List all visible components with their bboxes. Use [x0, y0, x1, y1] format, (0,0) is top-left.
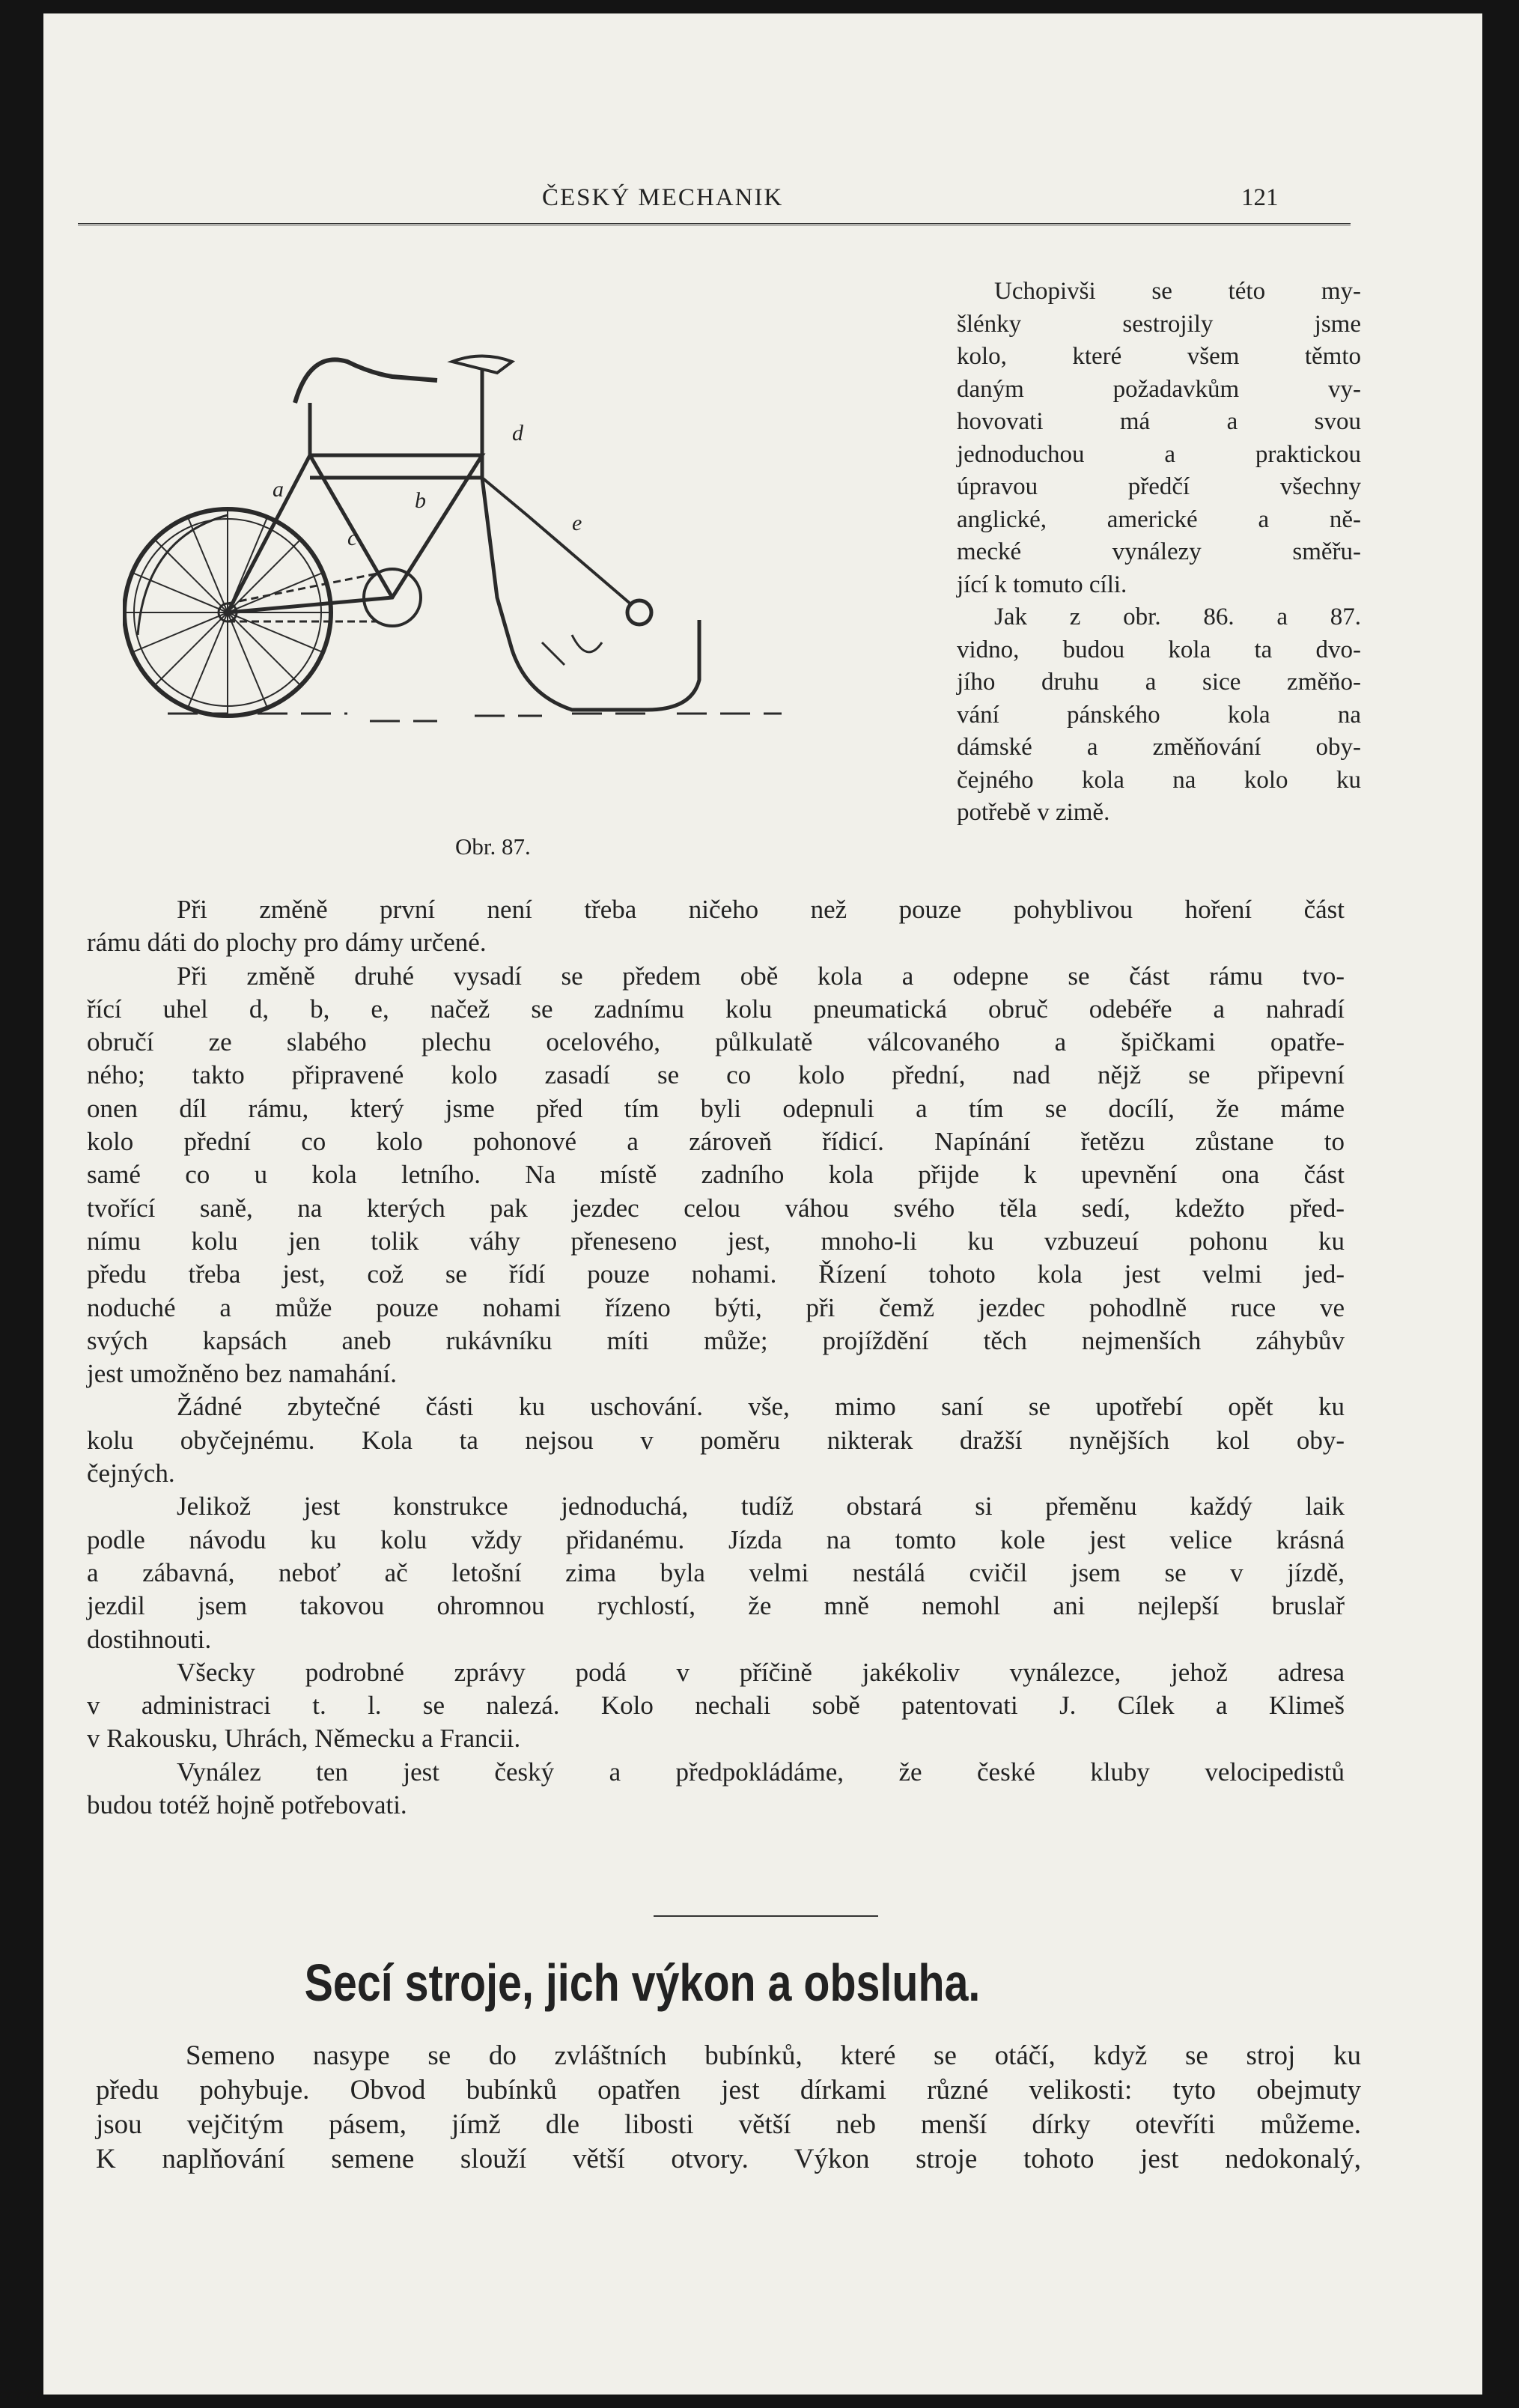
body-line: rámu dáti do plochy pro dámy určené.: [87, 928, 487, 958]
side-line: čejného kola na kolo ku: [957, 766, 1361, 794]
body-line: onen díl rámu, který jsme před tím byli odepnuli a tím se docílí, že máme: [87, 1093, 1345, 1123]
section-body: [96, 2039, 1361, 2177]
figure-label-d: d: [512, 421, 523, 446]
body-line: nímu kolu jen tolik váhy přeneseno jest, mnoho-li ku vzbuzeuí pohonu ku: [87, 1226, 1345, 1256]
handlebar: [295, 359, 437, 403]
body-line: jest umožněno bez namahání.: [87, 1359, 398, 1389]
section-title: Secí stroje, jich výkon a obsluha.: [304, 1954, 981, 2012]
ground-line: [168, 714, 782, 721]
body-line: samé co u kola letního. Na místě zadního kola přijde k upevnění ona část: [87, 1160, 1345, 1190]
side-line: Uchopivši se této my-: [994, 278, 1361, 305]
body-line: ného; takto připravené kolo zasadí se co kolo přední, nad nějž se připevní: [87, 1060, 1345, 1090]
article-body: [87, 893, 1345, 1822]
magazine-page: [43, 13, 1482, 2395]
body-line: budou totéž hojně potřebovati.: [87, 1790, 407, 1820]
body-line: Při změně první není třeba ničeho než pouze pohyblivou hoření část: [177, 895, 1345, 924]
section-line: Semeno nasype se do zvláštních bubínků, které se otáčí, když se stroj ku: [186, 2040, 1361, 2071]
section-divider: [654, 1915, 878, 1917]
side-line: vidno, budou kola ta dvo-: [957, 636, 1361, 663]
side-line: potřebě v zimě.: [957, 799, 1110, 826]
figure-label-c: c: [347, 526, 358, 550]
body-line: svých kapsách aneb rukávníku míti může; projíždění těch nejmenších záhybův: [87, 1325, 1345, 1355]
page-number: 121: [1241, 184, 1279, 211]
side-line: dámské a změňování oby-: [957, 734, 1361, 761]
figure-label-b: b: [415, 488, 426, 513]
section-line: předu pohybuje. Obvod bubínků opatřen jest dírkami různé velikosti: tyto obejmuty: [96, 2075, 1361, 2106]
body-line: předu třeba jest, což se řídí pouze nohami. Řízení tohoto kola jest velmi jed-: [87, 1259, 1345, 1289]
body-line: noduché a může pouze nohami řízeno býti, při čemž jezdec pohodlně ruce ve: [87, 1292, 1345, 1322]
body-line: podle návodu ku kolu vždy přidanému. Jízda na tomto kole jest velice krásná: [87, 1524, 1345, 1554]
section-line: K naplňování semene slouží větší otvory. Výkon stroje tohoto jest nedokonalý,: [96, 2144, 1361, 2174]
side-line: úpravou předčí všechny: [957, 473, 1361, 500]
side-line: jího druhu a sice změňo-: [957, 669, 1361, 696]
side-line: vání pánského kola na: [957, 701, 1361, 729]
figure-caption: Obr. 87.: [455, 833, 531, 860]
side-line: jednoduchou a praktickou: [957, 440, 1361, 468]
body-line: Všecky podrobné zprávy podá v příčině jakékoliv vynálezce, jehož adresa: [177, 1657, 1345, 1687]
side-line: anglické, americké a ně-: [957, 505, 1361, 533]
body-line: a zábavná, neboť ač letošní zima byla velmi nestálá cvičil jsem se v jízdě,: [87, 1557, 1345, 1587]
side-line: hovovati má a svou: [957, 408, 1361, 435]
side-column: [957, 276, 1361, 830]
side-line: Jak z obr. 86. a 87.: [994, 603, 1361, 630]
side-line: kolo, které všem těmto: [957, 343, 1361, 370]
running-title: ČESKÝ MECHANIK: [542, 184, 784, 211]
body-line: tvořící saně, na kterých pak jezdec celou váhou svého těla sedí, kdežto před-: [87, 1193, 1345, 1223]
body-line: kolu obyčejnému. Kola ta nejsou v poměru nikterak dražší nynějších kol oby-: [87, 1425, 1345, 1455]
body-line: kolo přední co kolo pohonové a zároveň řídicí. Napínání řetězu zůstane to: [87, 1127, 1345, 1157]
side-line: jící k tomuto cíli.: [957, 571, 1127, 598]
sledge-runner: [482, 478, 699, 710]
bicycle-sledge-illustration: [123, 291, 931, 815]
header-rule: [78, 223, 1351, 225]
body-line: Při změně druhé vysadí se předem obě kola a odepne se část rámu tvo-: [177, 961, 1345, 991]
figure-label-a: a: [273, 477, 284, 502]
body-line: v administraci t. l. se nalezá. Kolo nechali sobě patentovati J. Cílek a Klimeš: [87, 1691, 1345, 1721]
side-line: mecké vynálezy směřu-: [957, 538, 1361, 565]
body-line: Vynález ten jest český a předpokládáme, že české kluby velocipedistů: [177, 1757, 1345, 1787]
body-line: řící uhel d, b, e, načež se zadnímu kolu pneumatická obruč odebéře a nahradí: [87, 994, 1345, 1024]
side-line: šlénky sestrojily jsme: [957, 310, 1361, 338]
body-line: dostihnouti.: [87, 1624, 212, 1654]
side-line: daným požadavkům vy-: [957, 375, 1361, 403]
body-line: jezdil jsem takovou ohromnou rychlostí, že mně nemohl ani nejlepší bruslař: [87, 1591, 1345, 1621]
section-line: jsou vejčitým pásem, jímž dle libosti větší neb menší dírky otevříti můžeme.: [96, 2109, 1361, 2140]
bicycle-drawing: [123, 291, 931, 815]
body-line: obručí ze slabého plechu ocelového, půlkulatě válcovaného a špičkami opatře-: [87, 1027, 1345, 1057]
body-line: Žádné zbytečné části ku uschování. vše, mimo saní se upotřebí opět ku: [177, 1392, 1345, 1422]
body-line: Jelikož jest konstrukce jednoduchá, tudíž obstará si přeměnu každý laik: [177, 1492, 1345, 1521]
body-line: v Rakousku, Uhrách, Německu a Francii.: [87, 1724, 521, 1754]
figure-label-e: e: [572, 511, 582, 535]
body-line: čejných.: [87, 1459, 175, 1489]
page-header: [43, 184, 1482, 229]
